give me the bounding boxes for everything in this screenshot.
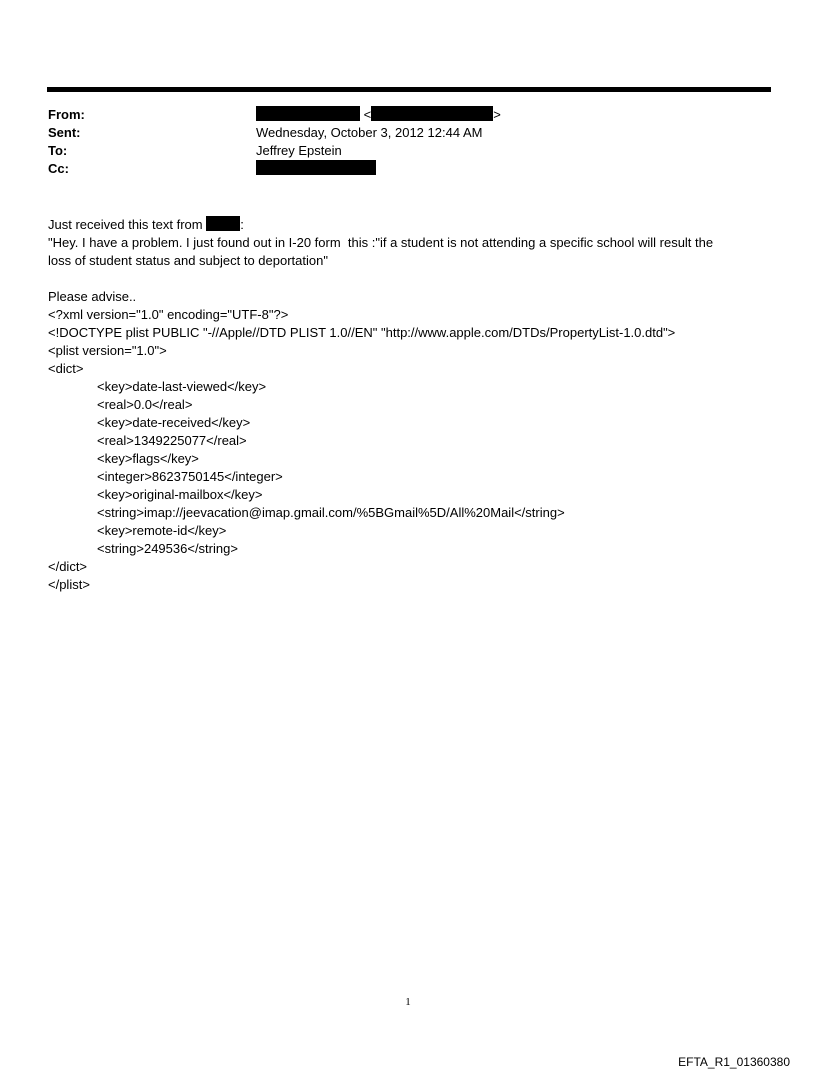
- body-line-suffix: :: [240, 217, 244, 232]
- from-value: [256, 106, 501, 124]
- xml-line: <real>0.0</real>: [97, 397, 193, 412]
- document-id: EFTA_R1_01360380: [678, 1055, 790, 1069]
- xml-line: <plist version="1.0">: [48, 343, 167, 358]
- xml-line: <key>date-received</key>: [97, 415, 251, 430]
- sent-label: Sent:: [48, 125, 81, 140]
- lt-bracket: <: [363, 107, 372, 122]
- cc-label: Cc:: [48, 161, 69, 176]
- body-line-prefix: Just received this text from: [48, 217, 203, 232]
- to-row: [48, 142, 768, 160]
- xml-line: <string>imap://jeevacation@imap.gmail.com/%5BGmail%5D/All%20Mail</string>: [97, 505, 565, 520]
- cc-value: [256, 160, 376, 178]
- header-rule: [47, 87, 771, 92]
- blank-line: [48, 270, 768, 288]
- redaction-box: [371, 106, 493, 121]
- to-value: Jeffrey Epstein: [256, 143, 342, 158]
- redaction-box: [206, 216, 240, 231]
- to-label: To:: [48, 143, 68, 158]
- gt-bracket: >: [493, 107, 501, 122]
- xml-line: <!DOCTYPE plist PUBLIC "-//Apple//DTD PLIST 1.0//EN" "http://www.apple.com/DTDs/PropertyList-1.0.dtd">: [48, 325, 676, 340]
- xml-line: <key>original-mailbox</key>: [97, 487, 263, 502]
- email-header: [48, 106, 768, 178]
- xml-line: <key>flags</key>: [97, 451, 199, 466]
- email-body: [48, 216, 768, 594]
- cc-row: [48, 160, 768, 178]
- xml-line: <integer>8623750145</integer>: [97, 469, 283, 484]
- xml-line: </dict>: [48, 559, 88, 574]
- page-number: 1: [405, 996, 411, 1008]
- redaction-box: [256, 160, 376, 175]
- xml-line: <?xml version="1.0" encoding="UTF-8"?>: [48, 307, 289, 322]
- xml-line: <key>date-last-viewed</key>: [97, 379, 267, 394]
- sent-row: [48, 124, 768, 142]
- from-label: From:: [48, 107, 85, 122]
- sent-value: Wednesday, October 3, 2012 12:44 AM: [256, 125, 483, 140]
- body-line: [48, 216, 768, 234]
- xml-line: <real>1349225077</real>: [97, 433, 247, 448]
- redaction-box: [256, 106, 360, 121]
- xml-line: <key>remote-id</key>: [97, 523, 227, 538]
- body-line: loss of student status and subject to deportation": [48, 253, 328, 268]
- xml-line: </plist>: [48, 577, 90, 592]
- body-line: "Hey. I have a problem. I just found out in I-20 form this :"if a student is not attending a specific school will result the: [48, 235, 714, 250]
- xml-line: <string>249536</string>: [97, 541, 238, 556]
- from-row: [48, 106, 768, 124]
- xml-line: <dict>: [48, 361, 84, 376]
- body-line: Please advise..: [48, 289, 137, 304]
